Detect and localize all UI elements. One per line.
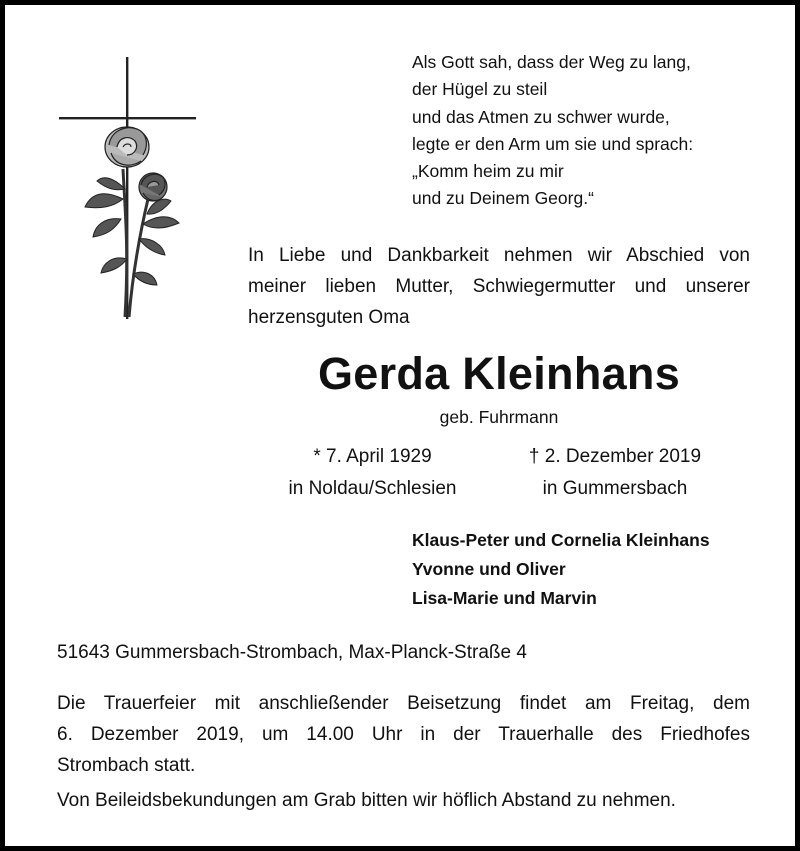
notice-line: Die Trauerfeier mit anschließender Beisetzung findet am Freitag, dem	[57, 693, 750, 714]
farewell-intro	[248, 240, 750, 333]
family-address: 51643 Gummersbach-Strombach, Max-Planck-Straße 4	[57, 642, 527, 663]
birth-info	[255, 441, 490, 505]
family-line: Klaus-Peter und Cornelia Kleinhans	[412, 530, 710, 550]
maiden-name: geb. Fuhrmann	[439, 407, 559, 427]
birth-place: in Noldau/Schlesien	[288, 478, 457, 499]
notice-line: 6. Dezember 2019, um 14.00 Uhr in der Trauerhalle des Friedhofes	[57, 724, 750, 745]
poem-line: Als Gott sah, dass der Weg zu lang,	[412, 52, 691, 72]
birth-date: * 7. April 1929	[313, 446, 432, 467]
deceased-name: Gerda Kleinhans	[317, 348, 681, 399]
poem-line: und das Atmen zu schwer wurde,	[412, 106, 670, 127]
intro-line: herzensguten Oma	[248, 307, 410, 328]
notice-line: Strombach statt.	[57, 755, 196, 776]
death-info	[495, 441, 735, 505]
death-date: † 2. Dezember 2019	[528, 446, 702, 467]
intro-line: meiner lieben Mutter, Schwiegermutter und unserer	[248, 276, 750, 297]
condolence-note: Von Beileidsbekundungen am Grab bitten wir höflich Abstand zu nehmen.	[57, 790, 676, 811]
family-line: Yvonne und Oliver	[412, 559, 566, 579]
death-place: in Gummersbach	[542, 478, 688, 499]
mourning-family	[412, 526, 710, 613]
poem-line: und zu Deinem Georg.“	[412, 188, 594, 209]
funeral-notice	[57, 688, 750, 781]
poem-line: legte er den Arm um sie und sprach:	[412, 133, 694, 154]
family-line: Lisa-Marie und Marvin	[412, 588, 597, 608]
memorial-poem	[412, 49, 693, 213]
intro-line: In Liebe und Dankbarkeit nehmen wir Abschied von	[248, 245, 750, 266]
cross-with-roses-graphic	[53, 49, 203, 329]
poem-line: der Hügel zu steil	[412, 79, 548, 100]
poem-line: „Komm heim zu mir	[412, 161, 564, 182]
cross-horizontal-beam	[59, 117, 196, 119]
cross-with-roses-icon	[53, 49, 203, 329]
